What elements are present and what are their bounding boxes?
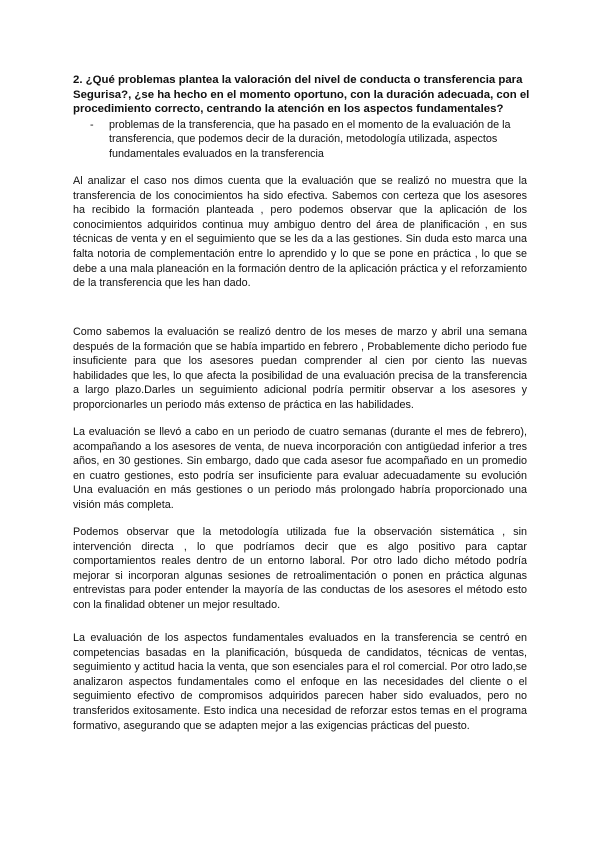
paragraph-timing: Como sabemos la evaluación se realizó dentro de los meses de marzo y abril una semana después de la formación que se había impartido en febrero , Probablemente dicho periodo fue insuficiente para que los asesores puedan comprender al cien por ciento las nuevas habilidades que les, lo que afecta la posibilidad de una evaluación precisa de la transferencia a largo plazo.Darles un seguimiento adicional podría permitir observar a los asesores y proporcionarles un periodo más extenso de práctica en las habilidades. (73, 326, 527, 411)
paragraph-methodology: Podemos observar que la metodología utilizada fue la observación sistemática , sin intervención directa , lo que podríamos decir que es algo positivo para captar comportamientos reales dentro de un entorno laboral. Por otro lado dicho método podría mejorar si incorporan algunas sesiones de retroalimentación o ponen en práctica algunas entrevistas para poder entender la mayoría de las conductas de los asesores el método esto con la finalidad obtener un mejor resultado. (73, 526, 527, 611)
question-heading: 2. ¿Qué problemas plantea la valoración del nivel de conducta o transferencia para Segurisa?, ¿se ha hecho en el momento oportuno, con la duración adecuada, con el procedimiento correcto, centrando la atención en los aspectos fundamentales? (73, 74, 530, 116)
paragraph-analysis: Al analizar el caso nos dimos cuenta que la evaluación que se realizó no muestra que la transferencia de los conocimientos ha sido efectiva. Sabemos con certeza que los asesores ha recibido la formación planteada , pero podemos observar que la aplicación de los conocimientos adquiridos continua muy ambiguo dentro del área de planificación , en sus técnicas de venta y en el seguimiento que se les da a las gestiones. Sin duda esto marca una falta notoria de complementación entre lo aprendido y lo que se pone en práctica , lo que se debe a una mala planeación en la formación dentro de la aplicación práctica y el reforzamiento de la transferencia que les han dado. (73, 175, 527, 290)
bullet-marker: - (90, 119, 94, 131)
paragraph-fundamental-aspects: La evaluación de los aspectos fundamentales evaluados en la transferencia se centró en competencias basadas en la planificación, búsqueda de candidatos, técnicas de ventas, seguimiento y actitud hacia la venta, que son esenciales para el rol comercial. Por otro lado,se analizaron aspectos fundamentales como el enfoque en las necesidades del cliente o el seguimiento efectivo de compromisos adquiridos parecen haber sido evaluados, pero no transferidos exitosamente. Esto indica una necesidad de reforzar estos temas en el programa formativo, asegurando que se adapten mejor a las exigencias prácticas del puesto. (73, 632, 527, 732)
paragraph-duration: La evaluación se llevó a cabo en un periodo de cuatro semanas (durante el mes de febrero), acompañando a los asesores de venta, de nueva incorporación con antigüedad inferior a tres años, en 30 gestiones. Sin embargo, dado que cada asesor fue acompañado en un promedio en cuatro gestiones, esto podría ser insuficiente para evaluar adecuadamente su evolución Una evaluación en más gestiones o un periodo más prolongado habría proporcionado una visión más completa. (73, 426, 527, 511)
bullet-text: problemas de la transferencia, que ha pasado en el momento de la evaluación de la transferencia, que podemos decir de la duración, metodología utilizada, aspectos fundamentales evaluados en la transferencia (109, 119, 511, 160)
